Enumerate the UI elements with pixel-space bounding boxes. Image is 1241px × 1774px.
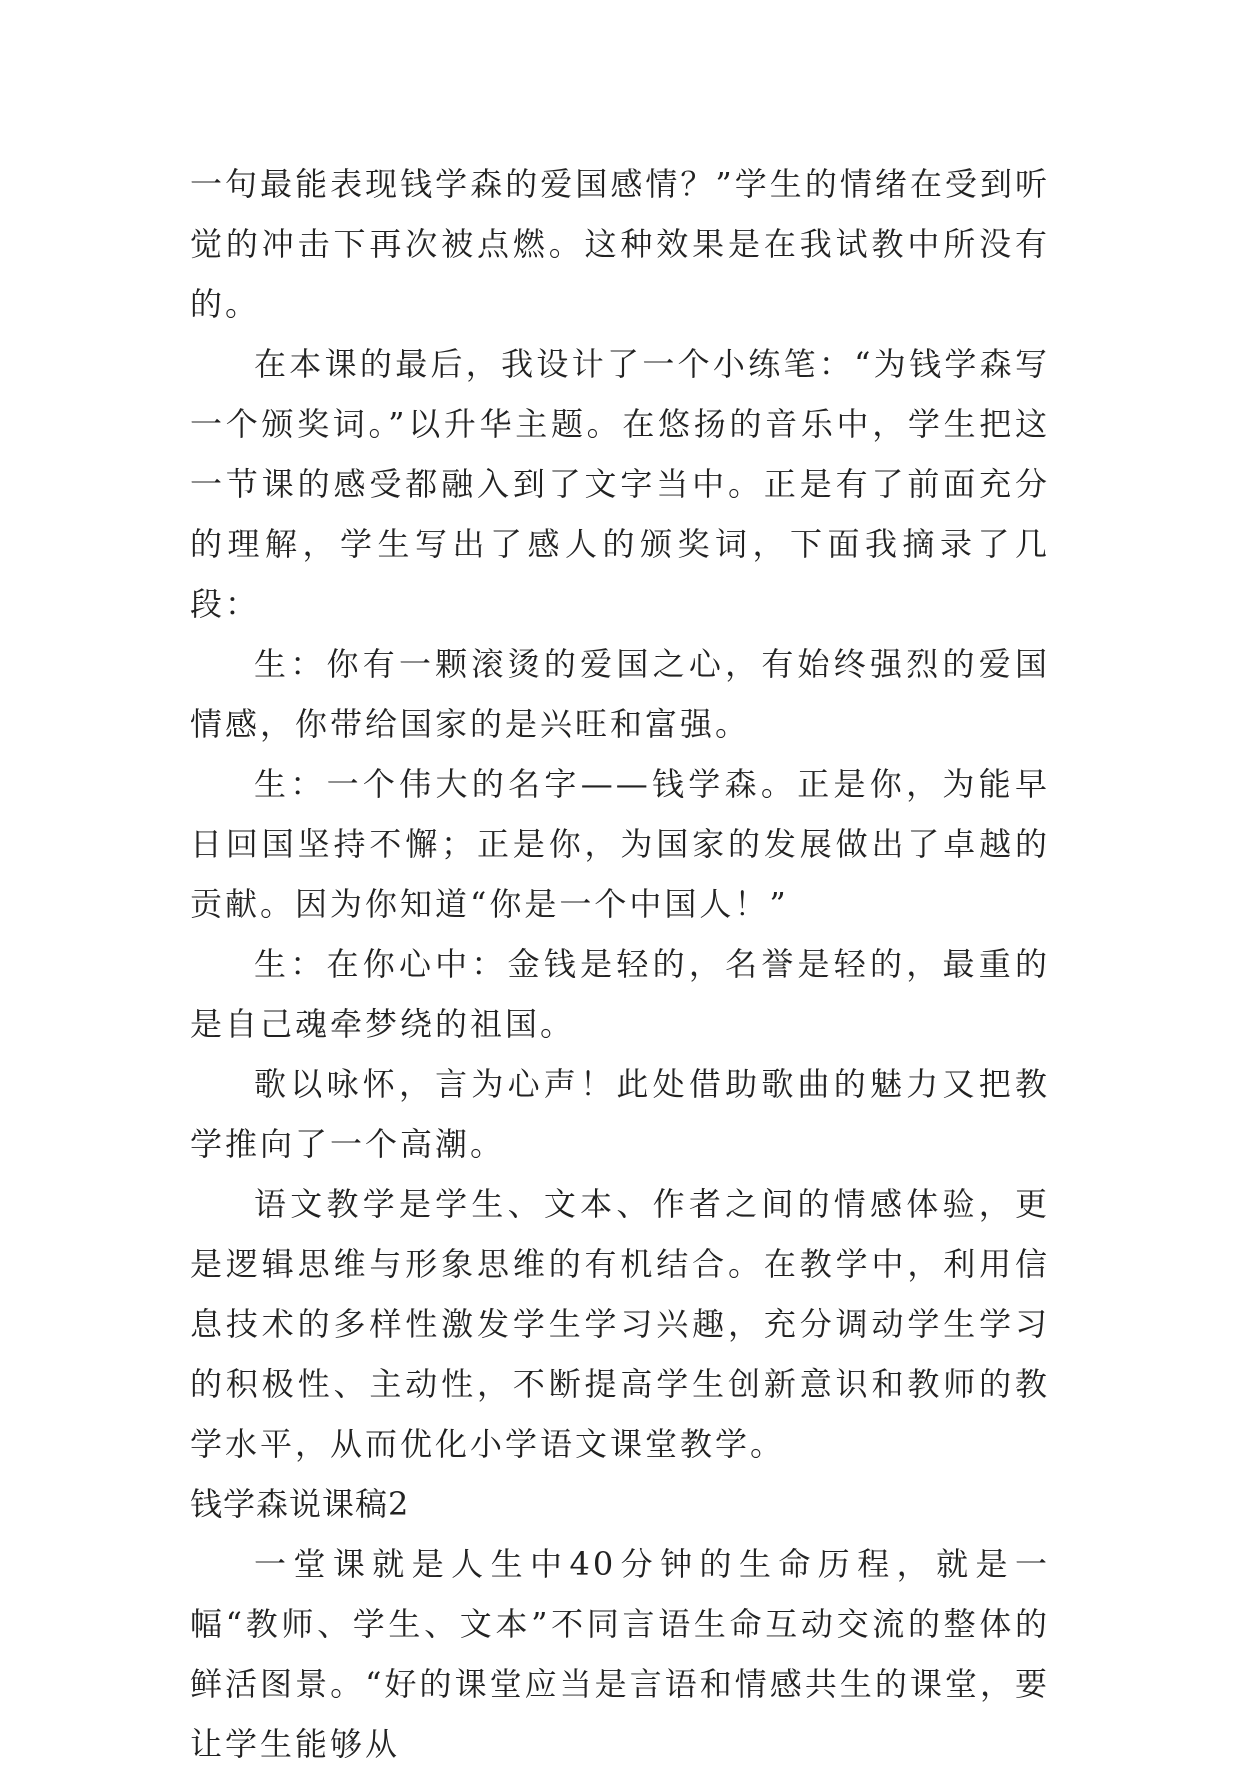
paragraph-quote: 生：一个伟大的名字——钱学森。正是你，为能早日回国坚持不懈；正是你，为国家的发展做出了卓越的贡献。因为你知道“你是一个中国人！” — [190, 765, 1050, 923]
paragraph-continuation: 一句最能表现钱学森的爱国感情？”学生的情绪在受到听觉的冲击下再次被点燃。这种效果是在我试教中所没有的。 — [190, 165, 1050, 323]
paragraph: 语文教学是学生、文本、作者之间的情感体验，更是逻辑思维与形象思维的有机结合。在教学中，利用信息技术的多样性激发学生学习兴趣，充分调动学生学习的积极性、主动性，不断提高学生创新意识和教师的教学水平，从而优化小学语文课堂教学。 — [190, 1185, 1050, 1463]
paragraph: 一堂课就是人生中40分钟的生命历程，就是一幅“教师、学生、文本”不同言语生命互动交流的整体的鲜活图景。“好的课堂应当是言语和情感共生的课堂，要让学生能够从 — [190, 1545, 1050, 1763]
document-body — [190, 154, 1050, 1774]
section-heading: 钱学森说课稿2 — [190, 1485, 410, 1523]
paragraph-quote: 生：你有一颗滚烫的爱国之心，有始终强烈的爱国情感，你带给国家的是兴旺和富强。 — [190, 645, 1050, 743]
paragraph: 歌以咏怀，言为心声！此处借助歌曲的魅力又把教学推向了一个高潮。 — [190, 1065, 1050, 1163]
paragraph: 在本课的最后，我设计了一个小练笔：“为钱学森写一个颁奖词。”以升华主题。在悠扬的音乐中，学生把这一节课的感受都融入到了文字当中。正是有了前面充分的理解，学生写出了感人的颁奖词，下面我摘录了几段： — [190, 345, 1050, 623]
paragraph-quote: 生：在你心中：金钱是轻的，名誉是轻的，最重的是自己魂牵梦绕的祖国。 — [190, 945, 1050, 1043]
